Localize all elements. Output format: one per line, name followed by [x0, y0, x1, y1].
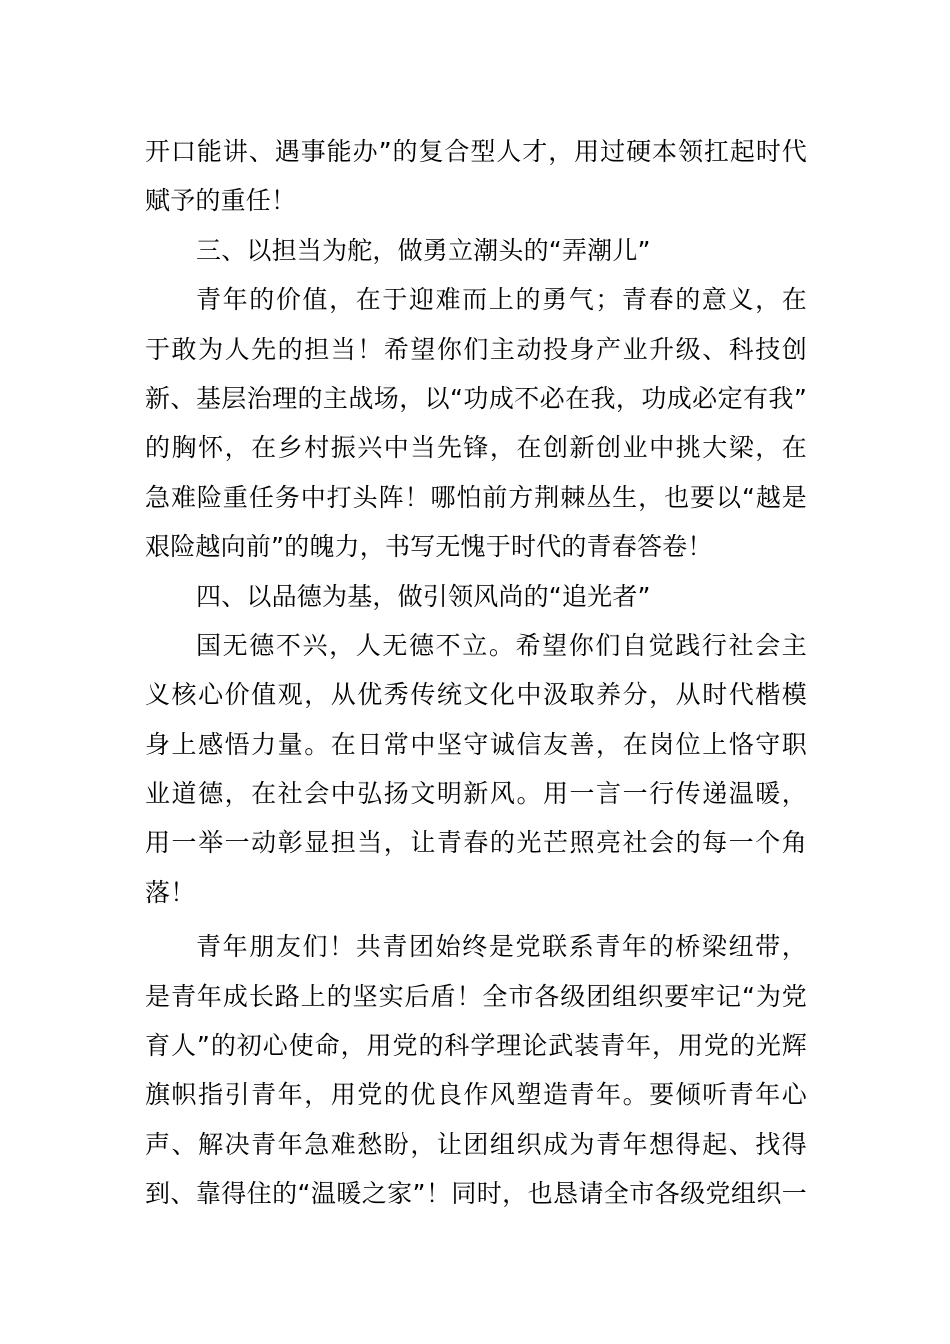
text-line: 赋予的重任！	[145, 186, 297, 216]
text-line: 急难险重任务中打头阵！哪怕前方荆棘丛生，也要以“越是	[145, 482, 807, 512]
text-line: 业道德，在社会中弘扬文明新风。用一言一行传递温暖，	[145, 779, 807, 809]
text-line: 到、靠得住的“温暖之家”！同时，也恳请全市各级党组织一	[145, 1179, 807, 1209]
body-text	[145, 127, 807, 1219]
text-line: 是青年成长路上的坚实后盾！全市各级团组织要牢记“为党	[145, 981, 807, 1011]
text-line: 的胸怀，在乡村振兴中当先锋，在创新创业中挑大梁，在	[145, 433, 807, 463]
text-line: 青年的价值，在于迎难而上的勇气；青春的意义，在	[196, 285, 807, 315]
text-line: 声、解决青年急难愁盼，让团组织成为青年想得起、找得	[145, 1129, 807, 1159]
text-line: 于敢为人先的担当！希望你们主动投身产业升级、科技创	[145, 334, 807, 364]
text-line: 国无德不兴，人无德不立。希望你们自觉践行社会主	[196, 630, 807, 660]
text-line: 旗帜指引青年，用党的优良作风塑造青年。要倾听青年心	[145, 1080, 807, 1110]
text-line: 育人”的初心使命，用党的科学理论武装青年，用党的光辉	[145, 1031, 807, 1061]
text-line: 义核心价值观，从优秀传统文化中汲取养分，从时代楷模	[145, 680, 807, 710]
text-line: 新、基层治理的主战场，以“功成不必在我，功成必定有我”	[145, 383, 807, 413]
text-line: 青年朋友们！共青团始终是党联系青年的桥梁纽带，	[196, 932, 807, 962]
text-line: 艰险越向前”的魄力，书写无愧于时代的青春答卷！	[145, 532, 713, 562]
text-line: 身上感悟力量。在日常中坚守诚信友善，在岗位上恪守职	[145, 729, 807, 759]
text-line: 落！	[145, 877, 196, 907]
text-line: 用一举一动彰显担当，让青春的光芒照亮社会的每一个角	[145, 828, 807, 858]
section-heading: 三、以担当为舵，做勇立潮头的“弄潮儿”	[196, 235, 651, 265]
section-heading: 四、以品德为基，做引领风尚的“追光者”	[196, 581, 651, 611]
text-line: 开口能讲、遇事能办”的复合型人才，用过硬本领扛起时代	[145, 137, 807, 166]
